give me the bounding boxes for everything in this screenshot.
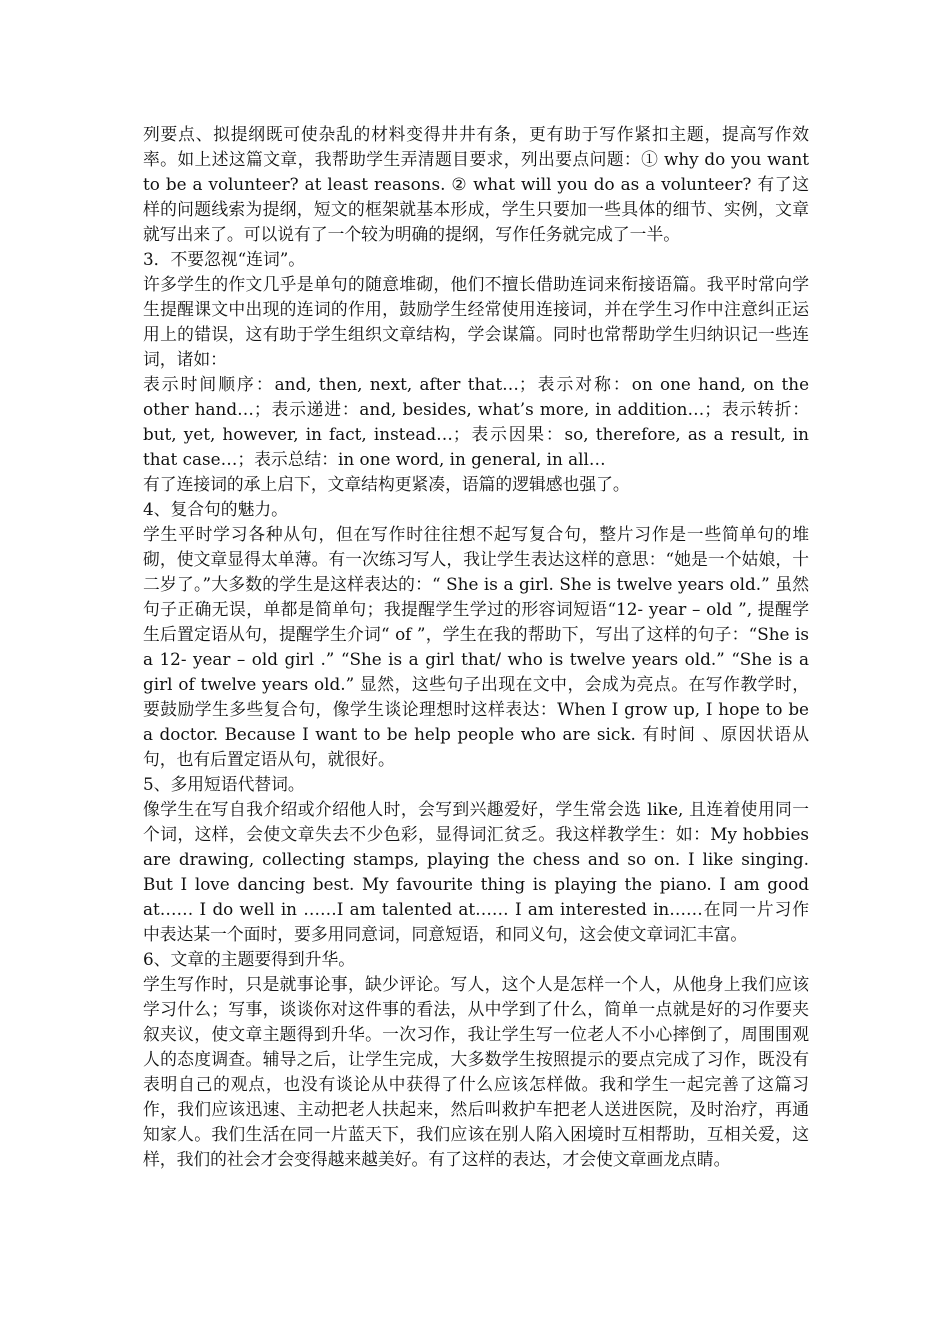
paragraph-phrases: 像学生在写自我介绍或介绍他人时，会写到兴趣爱好，学生常会选 like, 且连着使用同一个词，这样，会使文章失去不少色彩，显得词汇贫乏。我这样教学生：如：My hobbies are drawing, collecting stamps, playing the chess and so on. I like singing. But I love dancing best. My favourite thing is playing the piano. I am good at…… I do well in ……I am talented at…… I am interested in……在同一片习作中表达某一个面时，要多用同意词，同意短语，和同义句，这会使文章词汇丰富。 <box>143 799 809 944</box>
paragraph-conjunction-summary: 有了连接词的承上启下，文章结构更紧凑，语篇的逻辑感也强了。 <box>143 474 630 494</box>
heading-phrases: 5、多用短语代替词。 <box>143 774 305 794</box>
document-body <box>143 122 809 1172</box>
paragraph-theme: 学生写作时，只是就事论事，缺少评论。写人，这个人是怎样一个人，从他身上我们应该学习什么；写事，谈谈你对这件事的看法，从中学到了什么，简单一点就是好的习作要夹叙夹议，使文章主题得到升华。一次习作，我让学生写一位老人不小心摔倒了，周围围观人的态度调查。辅导之后，让学生完成，大多数学生按照提示的要点完成了习作，既没有表明自己的观点，也没有谈论从中获得了什么应该怎样做。我和学生一起完善了这篇习作，我们应该迅速、主动把老人扶起来，然后叫救护车把老人送进医院，及时治疗，再通知家人。我们生活在同一片蓝天下，我们应该在别人陷入困境时互相帮助，互相关爱，这样，我们的社会才会变得越来越美好。有了这样的表达，才会使文章画龙点睛。 <box>143 974 809 1169</box>
paragraph-complex-sentences: 学生平时学习各种从句，但在写作时往往想不起写复合句，整片习作是一些简单句的堆砌，使文章显得太单薄。有一次练习写人，我让学生表达这样的意思：“她是一个姑娘，十二岁了。”大多数的学生是这样表达的：“ She is a girl. She is twelve years old.” 虽然句子正确无误，单都是简单句；我提醒学生学过的形容词短语“12- year – old ”, 提醒学生后置定语从句，提醒学生介词“ of ”，学生在我的帮助下，写出了这样的句子：“She is a 12- year – old girl .” “She is a girl that/ who is twelve years old.” “She is a girl of twelve years old.” 显然，这些句子出现在文中，会成为亮点。在写作教学时，要鼓励学生多些复合句，像学生谈论理想时这样表达：When I grow up, I hope to be a doctor. Because I want to be help people who are sick. 有时间 、原因状语从句，也有后置定语从句，就很好。 <box>143 524 809 769</box>
heading-complex-sentences: 4、复合句的魅力。 <box>143 499 288 519</box>
heading-conjunctions: 3．不要忽视“连词”。 <box>143 249 306 269</box>
paragraph-outline: 列要点、拟提纲既可使杂乱的材料变得井井有条，更有助于写作紧扣主题，提高写作效率。如上述这篇文章，我帮助学生弄清题目要求，列出要点问题：① why do you want to be a volunteer? at least reasons. ② what will you do as a volunteer? 有了这样的问题线索为提纲，短文的框架就基本形成，学生只要加一些具体的细节、实例，文章就写出来了。可以说有了一个较为明确的提纲，写作任务就完成了一半。 <box>143 124 809 244</box>
paragraph-conjunction-list: 表示时间顺序：and, then, next, after that…；表示对称：on one hand, on the other hand…；表示递进：and, besides, what’s more, in addition…；表示转折：but, yet, however, in fact, instead…；表示因果：so, therefore, as a result, in that case…；表示总结：in one word, in general, in all… <box>143 374 809 469</box>
heading-theme: 6、文章的主题要得到升华。 <box>143 949 356 969</box>
paragraph-conjunctions: 许多学生的作文几乎是单句的随意堆砌，他们不擅长借助连词来衔接语篇。我平时常向学生提醒课文中出现的连词的作用，鼓励学生经常使用连接词，并在学生习作中注意纠正运用上的错误，这有助于学生组织文章结构，学会谋篇。同时也常帮助学生归纳识记一些连词，诸如： <box>143 274 809 369</box>
